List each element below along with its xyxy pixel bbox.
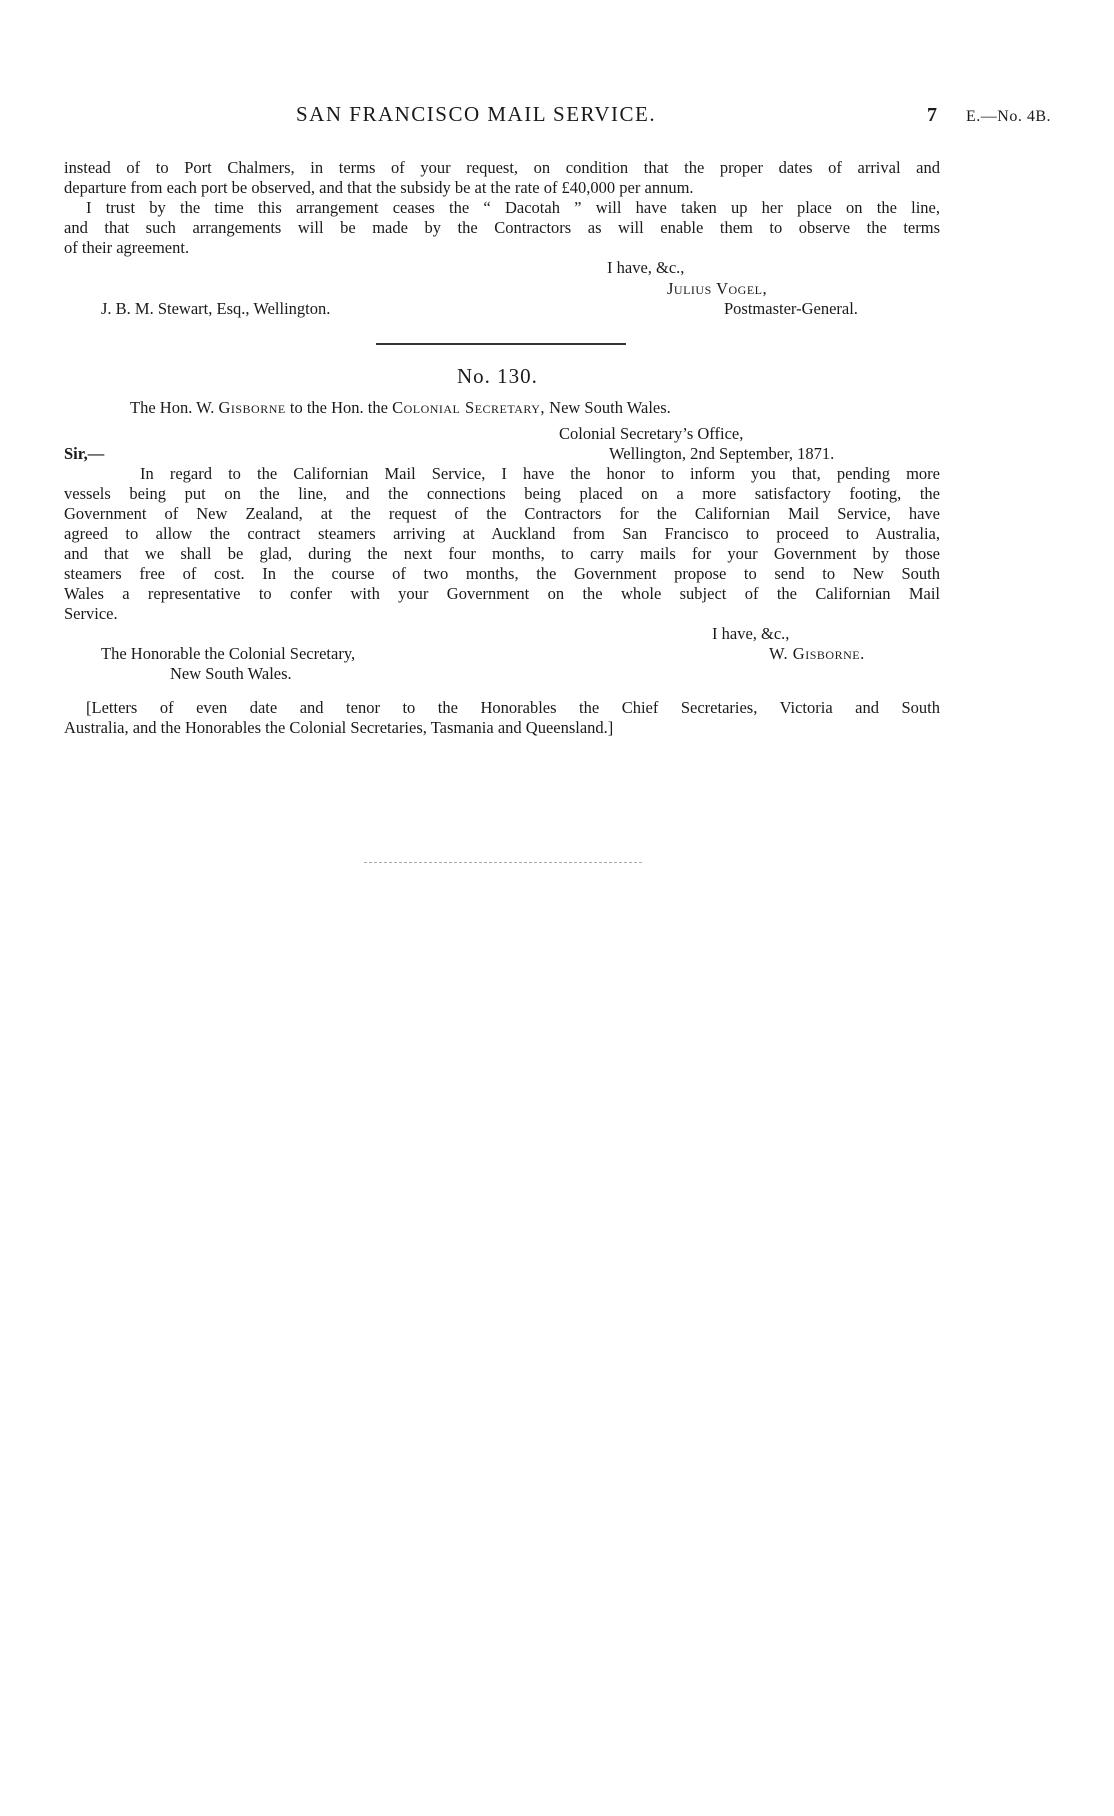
salutation: Sir,— [64,444,105,463]
note-line: Australia, and the Honorables the Colonial Secretaries, Tasmania and Queensland.] [64,718,614,737]
sender-name: Gisborne [218,398,286,417]
paragraph-line: Service. [64,604,118,623]
paragraph-line: agreed to allow the contract steamers arriving at Auckland from San Francisco to proceed to Australia, [64,524,940,543]
from-suffix: New South Wales. [549,398,671,417]
paragraph-line: and that we shall be glad, during the next four months, to carry mails for your Government by those [64,544,940,563]
from-middle: to the Hon. the [289,398,388,417]
running-title: SAN FRANCISCO MAIL SERVICE. [296,102,657,126]
note-line: [Letters of even date and tenor to the Honorables the Chief Secretaries, Victoria and South [86,698,940,717]
signature: W. Gisborne. [769,644,865,663]
section-divider [376,343,626,345]
closing: I have, &c., [607,258,685,277]
paragraph-line: I trust by the time this arrangement ceases the “ Dacotah ” will have taken up her place on the line, [86,198,940,217]
letter-from-to [130,398,671,418]
paragraph-line: vessels being put on the line, and the connections being placed on a more satisfactory footing, the [64,484,940,503]
office: Colonial Secretary’s Office, [559,424,744,443]
addressee: The Honorable the Colonial Secretary, [101,644,356,663]
paragraph-line: steamers free of cost. In the course of two months, the Government propose to send to New South [64,564,940,583]
paragraph-line: In regard to the Californian Mail Service, I have the honor to inform you that, pending more [140,464,940,483]
recipient-title: Colonial Secretary, [392,398,546,417]
from-prefix: The Hon. W. [130,398,215,417]
paragraph-line: departure from each port be observed, and that the subsidy be at the rate of £40,000 per annum. [64,178,694,197]
end-divider [364,862,642,863]
letter-number: No. 130. [457,364,538,388]
paragraph-line: and that such arrangements will be made by the Contractors as will enable them to observe the terms [64,218,940,237]
document-reference: E.—No. 4B. [966,108,1051,125]
addressee: J. B. M. Stewart, Esq., Wellington. [101,299,331,318]
letter-date: Wellington, 2nd September, 1871. [609,444,835,463]
addressee: New South Wales. [170,664,292,683]
paragraph-line: instead of to Port Chalmers, in terms of your request, on condition that the proper dates of arrival and [64,158,940,177]
signature: Julius Vogel, [667,279,768,298]
paragraph-line: Government of New Zealand, at the request of the Contractors for the Californian Mail Service, have [64,504,940,523]
paragraph-line: of their agreement. [64,238,190,257]
paragraph-line: Wales a representative to confer with your Government on the whole subject of the Californian Mail [64,584,940,603]
closing: I have, &c., [712,624,790,643]
signature-title: Postmaster-General. [724,299,858,318]
page-number: 7 [927,104,937,126]
